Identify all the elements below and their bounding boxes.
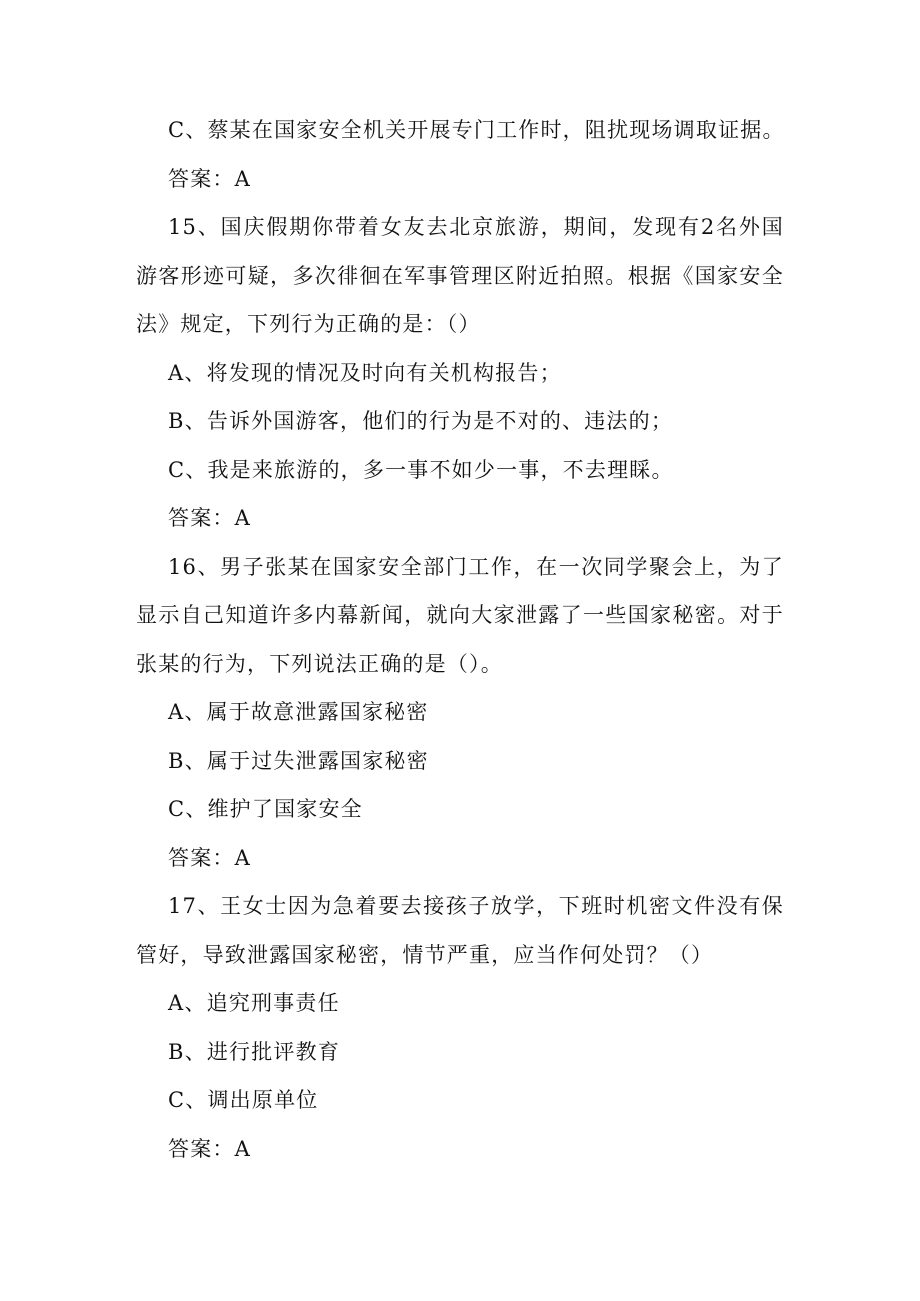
answer-q14: 答案：A: [168, 166, 251, 191]
option-b-q16: B、属于过失泄露国家秘密: [168, 748, 429, 773]
option-c-q15: C、我是来旅游的，多一事不如少一事，不去理睬。: [168, 457, 674, 482]
option-c-q14: C、蔡某在国家安全机关开展专门工作时，阻扰现场调取证据。: [168, 118, 785, 142]
option-a-q16: A、属于故意泄露国家秘密: [168, 700, 429, 724]
answer-q16: 答案：A: [168, 845, 251, 870]
option-a-q15: A、将发现的情况及时向有关机构报告；: [168, 360, 562, 385]
answer-q15: 答案：A: [168, 506, 251, 530]
question-16: 16、男子张某在国家安全部门工作，在一次同学聚会上，为了显示自己知道许多内幕新闻，就向大家泄露了一些国家秘密。对于张某的行为，下列说法正确的是（）。: [136, 554, 784, 676]
option-c-q17: C、调出原单位: [168, 1088, 319, 1112]
question-15: 15、国庆假期你带着女友去北京旅游，期间，发现有2名外国游客形迹可疑，多次徘徊在军事管理区附近拍照。根据《国家安全法》规定，下列行为正确的是：（）: [136, 215, 784, 336]
answer-q17: 答案：A: [168, 1136, 251, 1161]
option-a-q17: A、追究刑事责任: [168, 991, 340, 1015]
question-17: 17、王女士因为急着要去接孩子放学，下班时机密文件没有保管好，导致泄露国家秘密，情节严重，应当作何处罚？（）: [136, 894, 784, 967]
option-b-q15: B、告诉外国游客，他们的行为是不对的、违法的；: [168, 409, 674, 433]
option-c-q16: C、维护了国家安全: [168, 797, 363, 821]
option-b-q17: B、进行批评教育: [168, 1039, 341, 1064]
